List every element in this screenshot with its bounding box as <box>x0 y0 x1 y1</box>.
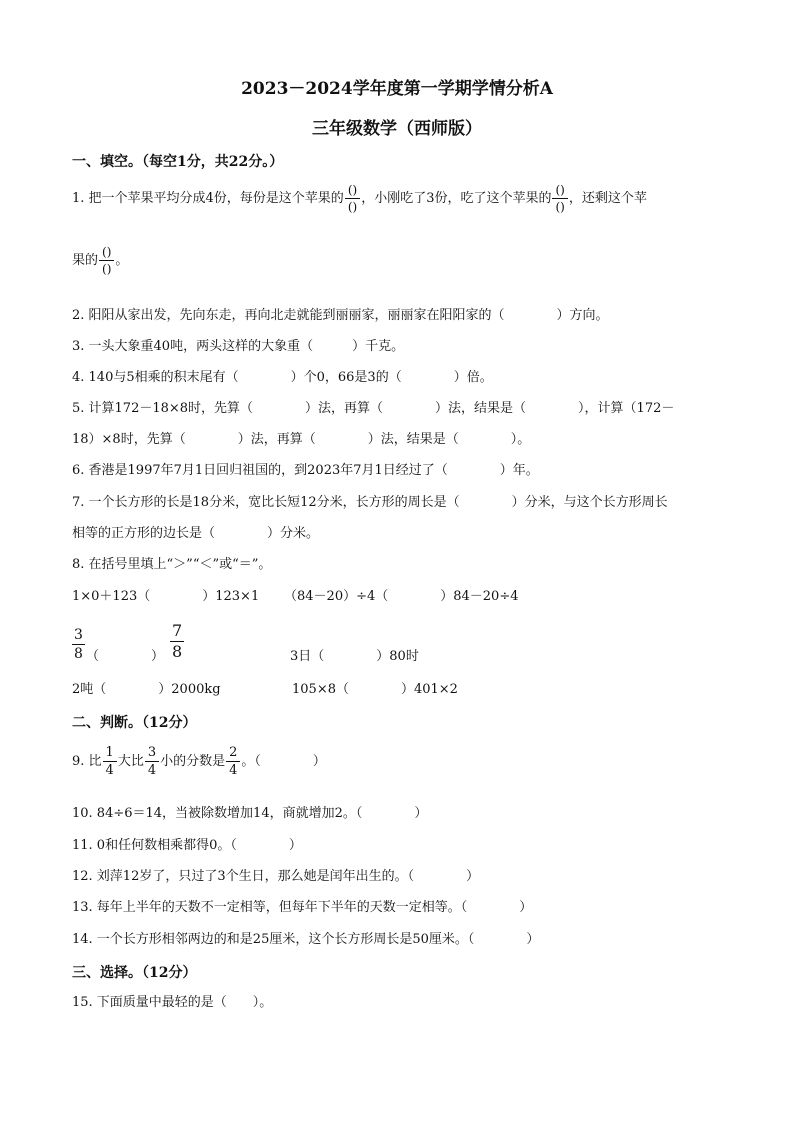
question-7-line-2: 相等的正方形的边长是（ ）分米。 <box>72 526 320 541</box>
question-1-text-c: ，还剩这个苹 <box>568 191 647 206</box>
question-1-text-b: ，小刚吃了3份，吃了这个苹果的 <box>361 191 552 206</box>
fraction-seven-eighths: $\frac{7}{8}$ <box>172 621 183 661</box>
question-9: 9. 比 $\frac{1}{4}$ 大比 $\frac{3}{4}$ 小的分数是 $\frac{2}{4}$ 。（ ） <box>72 745 326 778</box>
question-14: 14. 一个长方形相邻两边的和是25厘米，这个长方形周长是50厘米。（ ） <box>72 932 540 947</box>
page-title: 2023－2024学年度第一学期学情分析A <box>241 79 553 99</box>
compare-row-3-right: 105×8（ ）401×2 <box>292 682 458 697</box>
question-13: 13. 每年上半年的天数不一定相等，但每年下半年的天数一定相等。（ ） <box>72 900 533 915</box>
question-12: 12. 刘萍12岁了，只过了3个生日，那么她是闰年出生的。（ ） <box>72 869 480 884</box>
answer-fraction-blank[interactable]: $\frac{()}{()}$ <box>345 184 360 213</box>
fraction-one-quarter: $\frac{1}{4}$ <box>103 746 117 777</box>
question-1-line-2 <box>72 246 128 275</box>
fraction-three-quarters: $\frac{3}{4}$ <box>145 746 159 777</box>
compare-row-2-right: 3日（ ）80时 <box>290 649 419 664</box>
question-8: 8. 在括号里填上“＞”“＜”或“＝”。 <box>72 557 272 572</box>
question-1-text-d: 果的 <box>72 253 99 268</box>
question-1-line-1 <box>72 184 647 213</box>
question-4: 4. 140与5相乘的积末尾有（ ）个0，66是3的（ ）倍。 <box>72 370 493 385</box>
section-judge-heading: 二、判断。（12分） <box>72 715 197 731</box>
question-1-text-e: 。 <box>115 253 129 268</box>
section-choice-heading: 三、选择。（12分） <box>72 965 197 981</box>
compare-row-3-left: 2吨（ ）2000kg <box>72 682 221 697</box>
question-5-line-2: 18）×8时，先算（ ）法，再算（ ）法，结果是（ ）。 <box>72 432 531 447</box>
question-10: 10. 84÷6＝14，当被除数增加14，商就增加2。（ ） <box>72 806 428 821</box>
question-1-text-a: 1. 把一个苹果平均分成4份，每份是这个苹果的 <box>72 191 344 206</box>
answer-fraction-blank[interactable]: $\frac{()}{()}$ <box>99 246 114 275</box>
fraction-three-eighths: $\frac{3}{8}$ <box>74 627 83 662</box>
fraction-two-quarters: $\frac{2}{4}$ <box>226 746 240 777</box>
question-7-line-1: 7. 一个长方形的长是18分米，宽比长短12分米，长方形的周长是（ ）分米，与这个长方形周长 <box>72 495 668 510</box>
answer-fraction-blank[interactable]: $\frac{()}{()}$ <box>552 184 567 213</box>
page-subtitle: 三年级数学（西师版） <box>312 119 482 139</box>
question-2: 2. 阳阳从家出发，先向东走，再向北走就能到丽丽家，丽丽家在阳阳家的（ ）方向。 <box>72 308 609 323</box>
section-fill-blank-heading: 一、填空。（每空1分，共22分。） <box>72 154 284 170</box>
compare-row-1-left: 1×0＋123（ ）123×1 <box>72 589 260 604</box>
question-3: 3. 一头大象重40吨，两头这样的大象重（ ）千克。 <box>72 339 405 354</box>
question-6: 6. 香港是1997年7月1日回归祖国的，到2023年7月1日经过了（ ）年。 <box>72 463 539 478</box>
compare-row-2-paren: （ ） <box>86 649 165 664</box>
question-11: 11. 0和任何数相乘都得0。（ ） <box>72 838 302 853</box>
question-15: 15. 下面质量中最轻的是（ ）。 <box>72 995 273 1010</box>
compare-row-1-right: （84－20）÷4（ ）84－20÷4 <box>284 589 519 604</box>
question-5-line-1: 5. 计算172－18×8时，先算（ ）法，再算（ ）法，结果是（ ），计算（172－ <box>72 401 675 416</box>
